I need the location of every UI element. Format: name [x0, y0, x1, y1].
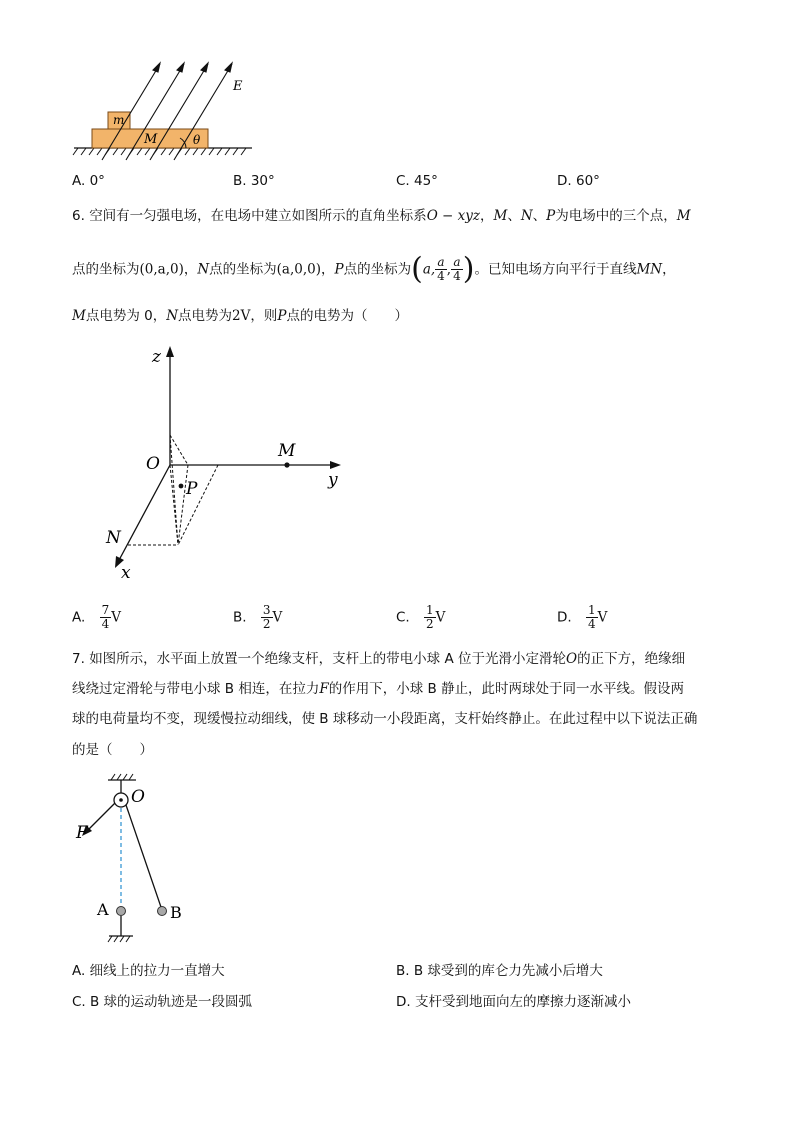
- q6-figure: [100, 340, 360, 585]
- q6-option-b[interactable]: B. $\frac{3}{2}$ V: [233, 603, 283, 631]
- q7-number: 7.: [72, 651, 85, 667]
- q5-option-d[interactable]: D. 60°: [557, 173, 600, 189]
- axis-label-z: z: [152, 347, 161, 367]
- q7-line-1: 7. 如图所示，水平面上放置一个绝缘支杆，支杆上的带电小球 A 位于光滑小定滑轮O的正下方，绝缘细: [72, 651, 686, 667]
- label-P: P: [186, 479, 198, 499]
- label-M: M: [144, 132, 158, 147]
- q5-figure: [66, 58, 256, 162]
- q5-option-a[interactable]: A. 0°: [72, 173, 105, 189]
- q5-option-b[interactable]: B. 30°: [233, 173, 275, 189]
- q7-option-c[interactable]: C. B 球的运动轨迹是一段圆弧: [72, 994, 253, 1010]
- q7-option-a[interactable]: A. 细线上的拉力一直增大: [72, 963, 225, 979]
- label-theta: θ: [193, 133, 201, 147]
- label-M: M: [278, 441, 296, 461]
- label-B: B: [170, 903, 182, 922]
- ball-B: [158, 907, 167, 916]
- q6-option-c[interactable]: C. $\frac{1}{2}$ V: [396, 603, 446, 631]
- q7-line-4: 的是（ ）: [72, 742, 153, 758]
- ball-A: [117, 907, 126, 916]
- label-origin: O: [146, 454, 160, 474]
- label-m: m: [113, 113, 125, 127]
- label-E: E: [233, 79, 243, 94]
- q7-figure: [66, 772, 206, 952]
- point-P: [179, 484, 184, 489]
- q6-option-a[interactable]: A. $\frac{7}{4}$ V: [72, 603, 121, 631]
- label-F: F: [76, 823, 88, 843]
- q6-line-1: 6. 空间有一匀强电场，在电场中建立如图所示的直角坐标系O − xyz，M、N、P为电场中的三个点，M: [72, 208, 691, 224]
- point-M: [284, 462, 289, 467]
- q6-line-3: M点电势为 0，N点电势为2V，则P点的电势为（ ）: [72, 308, 408, 324]
- label-O: O: [131, 787, 145, 807]
- q7-line-3: 球的电荷量均不变，现缓慢拉动细线，使 B 球移动一小段距离，支杆始终静止。在此过程中以下说法正确: [72, 711, 698, 727]
- q6-line-2: 点的坐标为(0,a,0)，N点的坐标为(a,0,0)，P点的坐标为(a, $\frac{a}{4}$ , $\frac{a}{4}$ )。已知电场方向平行于直线MN，: [72, 251, 676, 287]
- label-A: A: [97, 900, 109, 919]
- axis-label-y: y: [328, 470, 338, 490]
- q7-line-2: 线绕过定滑轮与带电小球 B 相连，在拉力F的作用下，小球 B 静止，此时两球处于同一水平线。假设两: [72, 681, 685, 697]
- q5-option-c[interactable]: C. 45°: [396, 173, 438, 189]
- q6-number: 6.: [72, 208, 85, 224]
- q7-option-d[interactable]: D. 支杆受到地面向左的摩擦力逐渐减小: [396, 994, 631, 1010]
- q6-option-d[interactable]: D. $\frac{1}{4}$ V: [557, 603, 608, 631]
- axis-label-x: x: [121, 563, 131, 583]
- label-N: N: [106, 528, 121, 548]
- q7-option-b[interactable]: B. B 球受到的库仑力先减小后增大: [396, 963, 603, 979]
